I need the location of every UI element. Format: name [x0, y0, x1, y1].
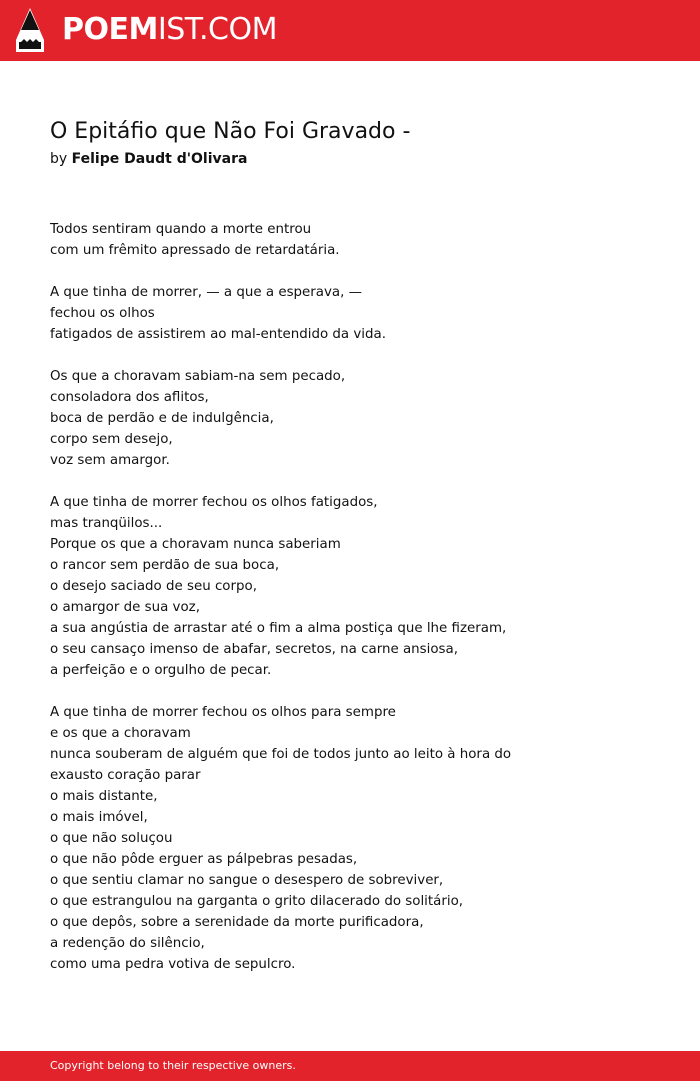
logo-light-text: IST.COM — [157, 12, 277, 47]
poem-stanza — [50, 282, 670, 345]
poem-line: a sua angústia de arrastar até o fim a alma postiça que lhe fizeram, — [50, 621, 507, 636]
site-logo[interactable] — [62, 10, 277, 50]
poem-line: o rancor sem perdão de sua boca, — [50, 558, 280, 573]
poem-stanza — [50, 219, 670, 261]
poem-line: corpo sem desejo, — [50, 432, 173, 447]
site-footer — [0, 1051, 700, 1081]
poem-line: o que não soluçou — [50, 831, 173, 846]
poem-stanza — [50, 492, 670, 681]
poem-line: A que tinha de morrer fechou os olhos fatigados, — [50, 495, 378, 510]
poem-line: A que tinha de morrer fechou os olhos para sempre — [50, 705, 396, 720]
poem-line: A que tinha de morrer, — a que a esperava, — — [50, 285, 363, 300]
logo-bold-text: POEM — [62, 12, 158, 47]
poem-line: Os que a choravam sabiam-na sem pecado, — [50, 369, 346, 384]
poem-line: exausto coração parar — [50, 768, 201, 783]
poem-line: boca de perdão e de indulgência, — [50, 411, 274, 426]
poem-line: nunca souberam de alguém que foi de todos junto ao leito à hora do — [50, 747, 512, 762]
author-name: Felipe Daudt d'Olivara — [71, 151, 248, 167]
poem-line: Todos sentiram quando a morte entrou — [50, 222, 312, 237]
poem-line: fatigados de assistirem ao mal-entendido da vida. — [50, 327, 386, 342]
copyright-text: Copyright belong to their respective owners. — [50, 1059, 296, 1072]
poem-line: o mais distante, — [50, 789, 158, 804]
poem-line: mas tranqüilos... — [50, 516, 163, 531]
poem-body — [50, 219, 670, 996]
poem-line: fechou os olhos — [50, 306, 155, 321]
poem-line: voz sem amargor. — [50, 453, 170, 468]
poem-line: e os que a choravam — [50, 726, 191, 741]
poem-line: Porque os que a choravam nunca saberiam — [50, 537, 341, 552]
by-label: by — [50, 151, 68, 167]
poem-line: o seu cansaço imenso de abafar, secretos, na carne ansiosa, — [50, 642, 458, 657]
poem-line: com um frêmito apressado de retardatária. — [50, 243, 340, 258]
poem-line: o que estrangulou na garganta o grito dilacerado do solitário, — [50, 894, 464, 909]
poem-line: o amargor de sua voz, — [50, 600, 200, 615]
poem-title: O Epitáfio que Não Foi Gravado - — [50, 119, 411, 144]
poem-line: o mais imóvel, — [50, 810, 148, 825]
poem-line: consoladora dos aflitos, — [50, 390, 209, 405]
poem-stanza — [50, 366, 670, 471]
byline — [50, 149, 247, 169]
poem-line: a redenção do silêncio, — [50, 936, 205, 951]
poem-line: o desejo saciado de seu corpo, — [50, 579, 257, 594]
poem-line: a perfeição e o orgulho de pecar. — [50, 663, 272, 678]
poem-line: como uma pedra votiva de sepulcro. — [50, 957, 296, 972]
poem-line: o que sentiu clamar no sangue o desespero de sobreviver, — [50, 873, 444, 888]
poem-stanza — [50, 702, 670, 975]
pencil-icon[interactable] — [16, 8, 44, 52]
site-header — [0, 0, 700, 61]
poem-line: o que não pôde erguer as pálpebras pesadas, — [50, 852, 358, 867]
poem-line: o que depôs, sobre a serenidade da morte purificadora, — [50, 915, 424, 930]
